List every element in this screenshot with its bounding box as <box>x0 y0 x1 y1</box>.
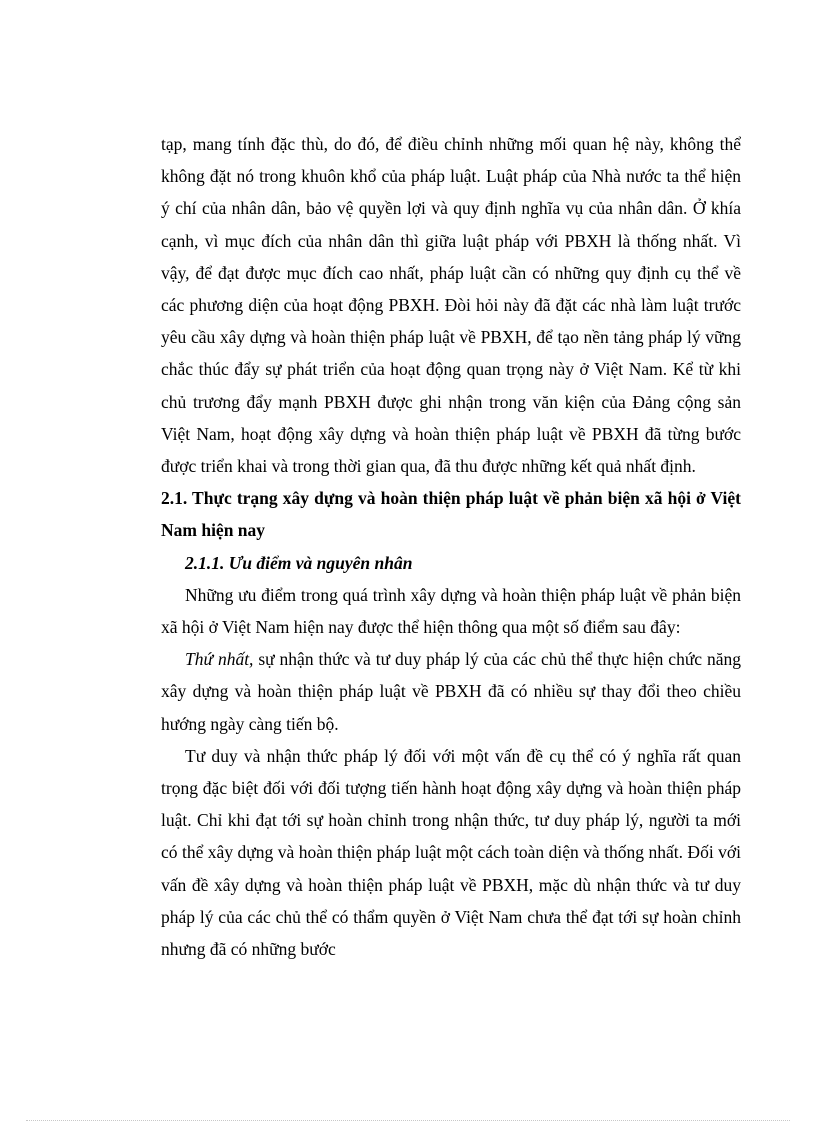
paragraph-legal-thinking: Tư duy và nhận thức pháp lý đối với một vấn đề cụ thể có ý nghĩa rất quan trọng đặc biệt đối với đối tượng tiến hành hoạt động xây dựng và hoàn thiện pháp luật. Chỉ khi đạt tới sự hoàn chỉnh trong nhận thức, tư duy pháp lý, người ta mới có thể xây dựng và hoàn thiện pháp luật một cách toàn diện và thống nhất. Đối với vấn đề xây dựng và hoàn thiện pháp luật về PBXH, mặc dù nhận thức và tư duy pháp lý của các chủ thể có thẩm quyền ở Việt Nam chưa thể đạt tới sự hoàn chỉnh nhưng đã có những bước <box>161 745 741 960</box>
paragraph-advantages: Những ưu điểm trong quá trình xây dựng và hoàn thiện pháp luật về phản biện xã hội ở Việt Nam hiện nay được thể hiện thông qua một số điểm sau đây: <box>161 584 741 638</box>
first-point-text: sự nhận thức và tư duy pháp lý của các chủ thể thực hiện chức năng xây dựng và hoàn thiện pháp luật về PBXH đã có nhiều sự thay đổi theo chiều hướng ngày càng tiến bộ. <box>161 649 742 734</box>
first-point-lead: Thứ nhất, <box>185 649 254 670</box>
subsection-heading: 2.1.1. Ưu điểm và nguyên nhân <box>185 552 413 573</box>
paragraph-intro: tạp, mang tính đặc thù, do đó, để điều chỉnh những mối quan hệ này, không thể không đặt nó trong khuôn khổ của pháp luật. Luật pháp của Nhà nước ta thể hiện ý chí của nhân dân, bảo vệ quyền lợi và quy định nghĩa vụ của nhân dân. Ở khía cạnh, vì mục đích của nhân dân thì giữa luật pháp với PBXH là thống nhất. Vì vậy, để đạt được mục đích cao nhất, pháp luật cần có những quy định cụ thể về các phương diện của hoạt động PBXH. Đòi hỏi này đã đặt các nhà làm luật trước yêu cầu xây dựng và hoàn thiện pháp luật về PBXH, để tạo nền tảng pháp lý vững chắc thúc đẩy sự phát triển của hoạt động quan trọng này ở Việt Nam. Kể từ khi chủ trương đẩy mạnh PBXH được ghi nhận trong văn kiện của Đảng cộng sản Việt Nam, hoạt động xây dựng và hoàn thiện pháp luật về PBXH đã từng bước được triển khai và trong thời gian qua, đã thu được những kết quả nhất định. <box>161 134 741 477</box>
page-bottom-rule <box>26 1120 790 1121</box>
document-body <box>161 128 741 965</box>
section-heading: 2.1. Thực trạng xây dựng và hoàn thiện pháp luật về phản biện xã hội ở Việt Nam hiện nay <box>161 488 741 541</box>
paragraph-first-point <box>161 643 741 740</box>
